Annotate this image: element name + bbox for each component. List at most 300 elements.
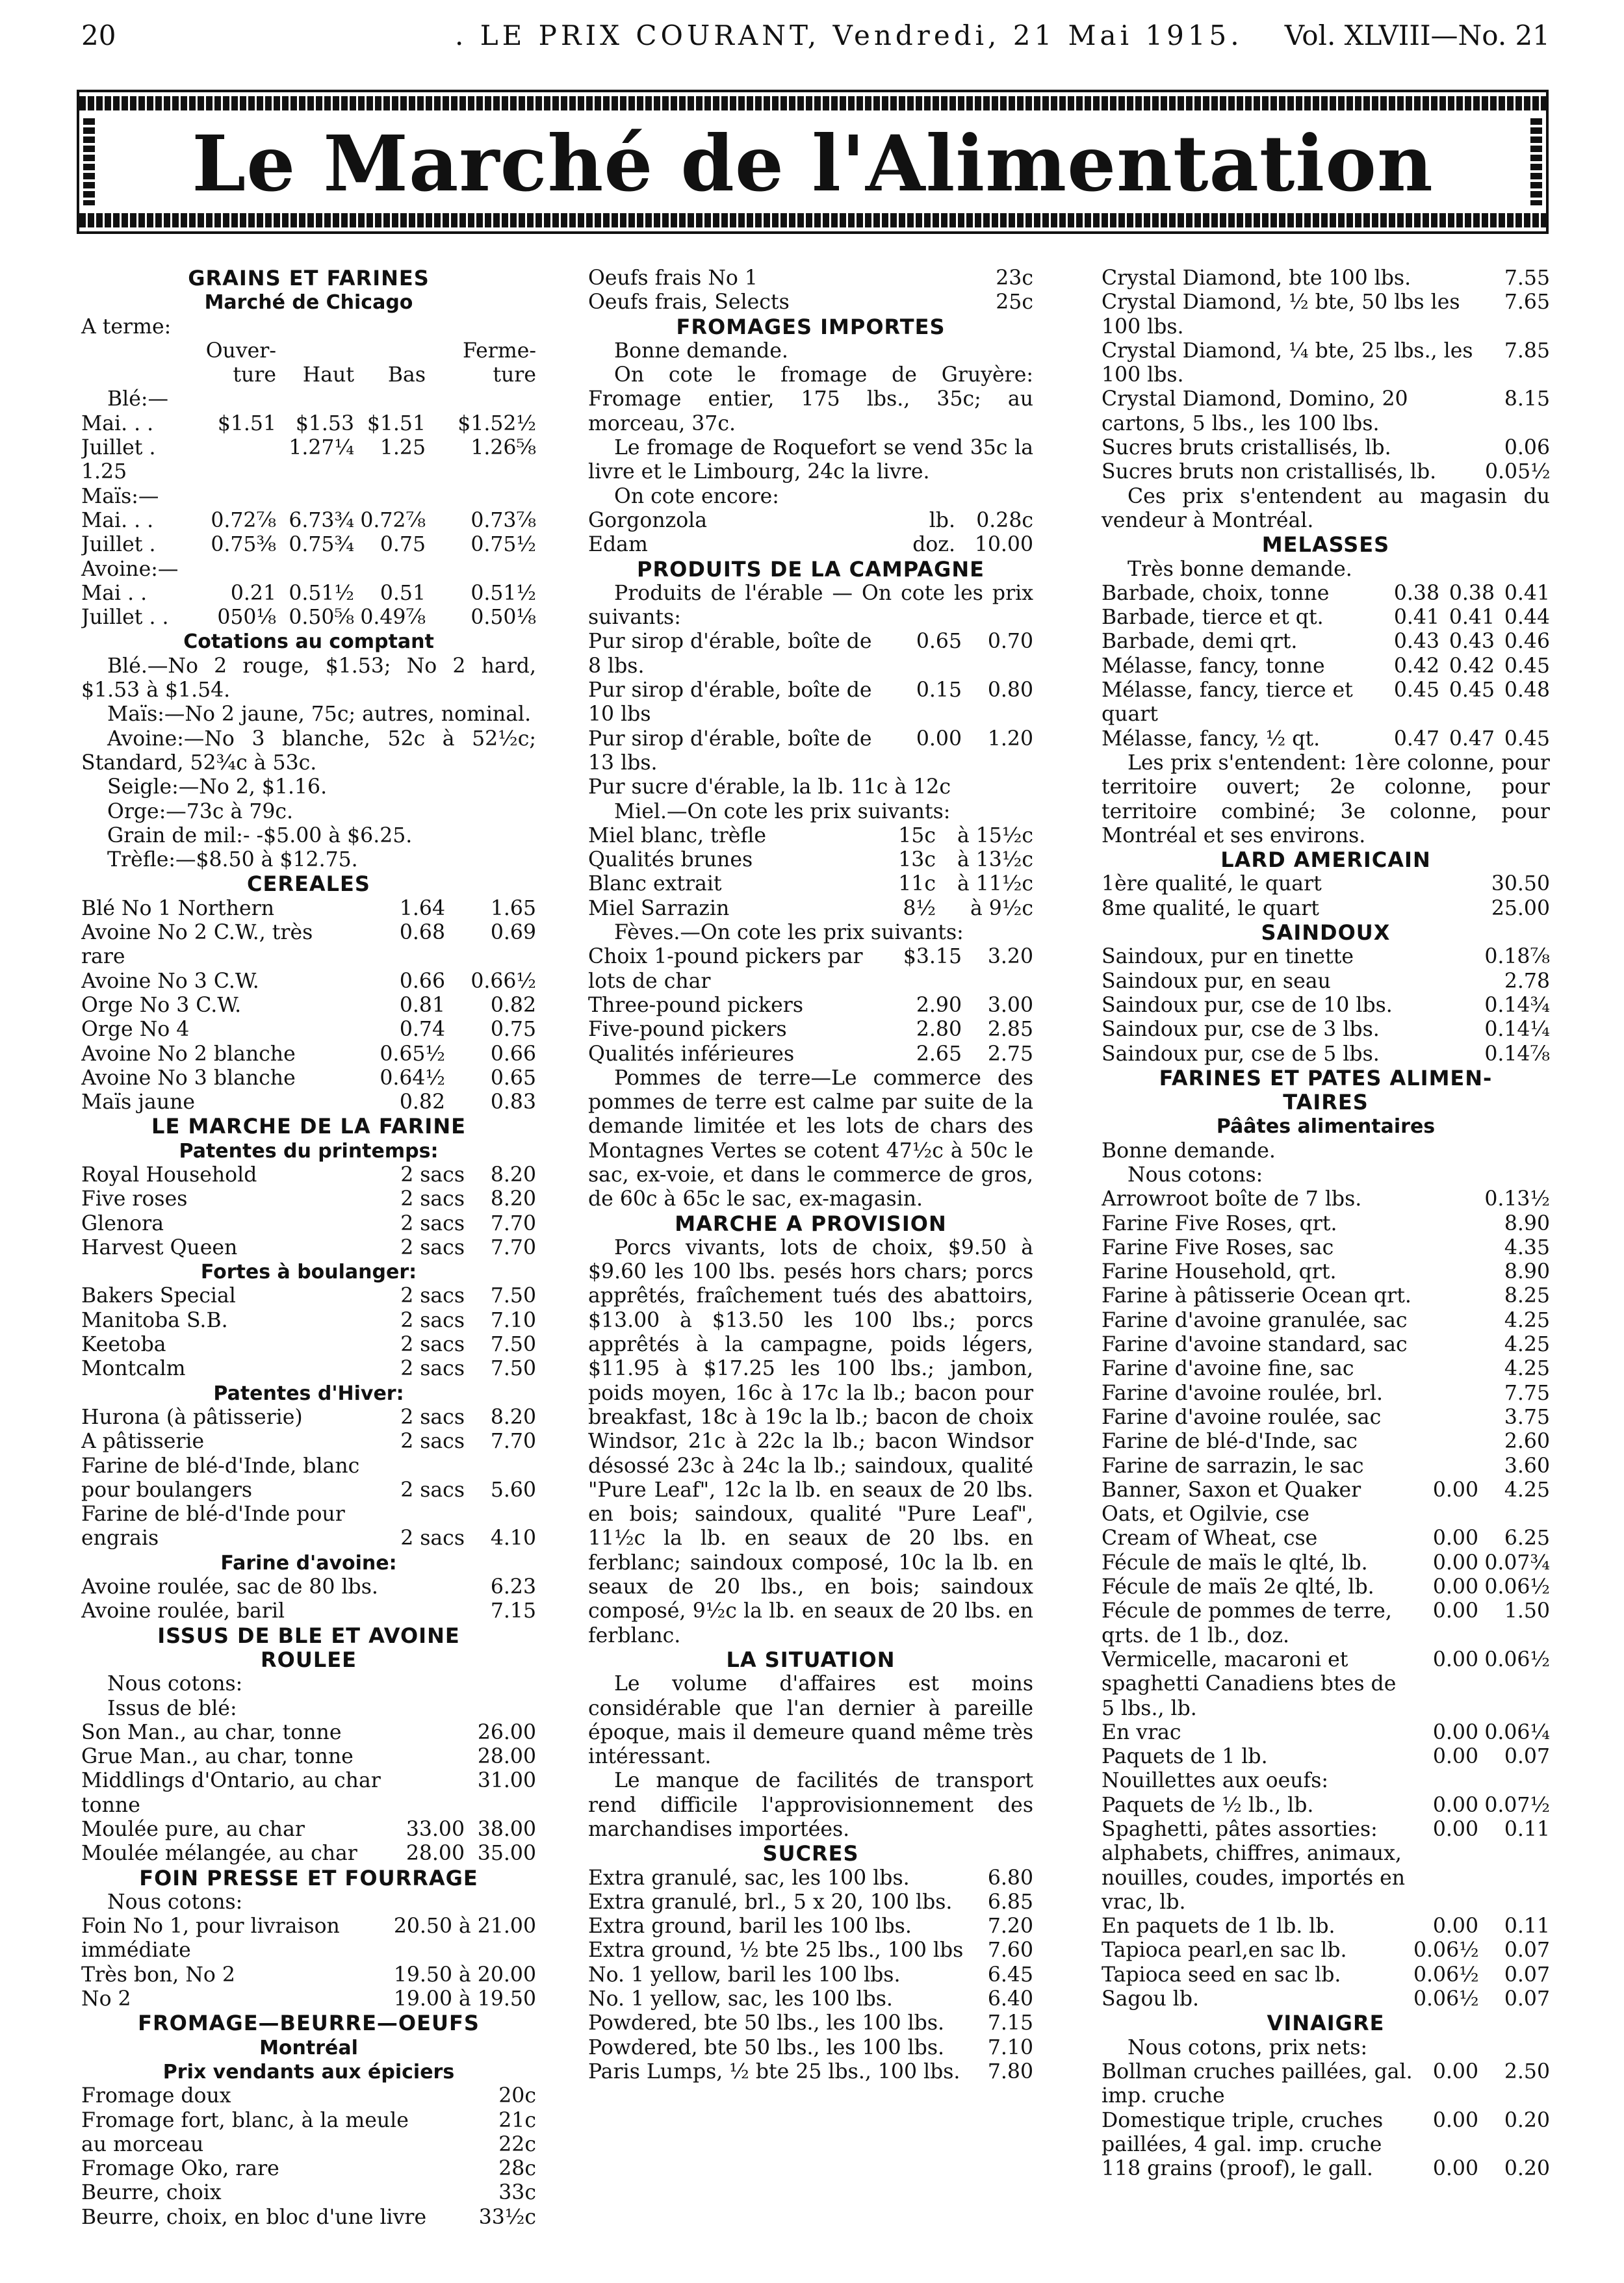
price-value: 7.10 [987, 2035, 1033, 2059]
price-value: 6.45 [987, 1963, 1033, 1987]
item-name: Blé No 1 Northern [81, 896, 274, 920]
price-value: 0.18⅞ [1484, 945, 1550, 969]
price-row [1102, 994, 1550, 1018]
item-name: Moulée mélangée, au char [81, 1842, 357, 1866]
price-value: 0.11 [1504, 1915, 1550, 1939]
price-row [81, 1963, 536, 1987]
price-row [588, 1890, 1033, 1915]
price-value: 7.70 [490, 1430, 536, 1454]
paragraph: Produits de l'érable — On cote les prix suivants: [588, 581, 1033, 630]
price-value: 4.25 [1504, 1357, 1550, 1381]
price-value: 0.75½ [470, 533, 536, 557]
price-value: 0.46 [1504, 630, 1550, 654]
price-value: 6.40 [987, 1987, 1033, 2011]
item-name: Pur sirop d'érable, boîte de 10 lbs [588, 678, 872, 727]
price-value: $1.52½ [458, 411, 536, 435]
price-value [1413, 1260, 1478, 1284]
price-value: 7.20 [987, 1915, 1033, 1939]
price-row [1102, 945, 1550, 969]
price-value: 2 sacs [400, 1235, 465, 1259]
price-value: 0.07 [1504, 1939, 1550, 1963]
price-value: 28.00 [477, 1745, 536, 1769]
item-name: Saindoux pur, cse de 10 lbs. [1102, 993, 1393, 1017]
item-name: Powdered, bte 50 lbs., les 100 lbs. [588, 2035, 945, 2059]
item-name: Avoine No 3 C.W. [81, 969, 259, 993]
item-name: Farine de sarrazin, le sac [1102, 1454, 1364, 1478]
item-name: pour boulangers [81, 1478, 253, 1502]
item-name: Choix 1-pound pickers par lots de char [588, 945, 863, 993]
item-name: Mai . . [81, 581, 148, 605]
item-name: No. 1 yellow, baril les 100 lbs. [588, 1963, 901, 1987]
text-line: Nouillettes aux oeufs: [1102, 1769, 1328, 1793]
price-row [81, 2084, 536, 2108]
price-value: 7.55 [1504, 266, 1550, 290]
item-name: Moulée pure, au char [81, 1818, 305, 1841]
price-row [81, 1721, 536, 1745]
price-value: 0.14¼ [1484, 1018, 1550, 1042]
paragraph: Les prix s'entendent: 1ère colonne, pour territoire ouvert; 2e colonne, pour territoire combiné; 3e colonne, pour Montréal et ses environs. [1102, 751, 1550, 847]
item-name: A pâtisserie [81, 1430, 205, 1454]
item-name: Juillet . 1.25 [81, 436, 156, 484]
price-row [1102, 1794, 1550, 1818]
price-value: 2 sacs [400, 1527, 465, 1551]
item-name: No. 1 yellow, sac, les 100 lbs. [588, 1987, 893, 2011]
item-name: Tapioca pearl,en sac lb. [1102, 1939, 1347, 1963]
price-row [81, 1018, 536, 1042]
price-value: 0.07½ [1484, 1793, 1550, 1817]
price-row [588, 1915, 1033, 1939]
page-header [81, 19, 1550, 58]
price-value: 0.65 [916, 630, 962, 654]
price-row [81, 1066, 536, 1090]
price-value: 28.00 [406, 1842, 465, 1866]
price-value: 7.60 [987, 1939, 1033, 1963]
item-name: Maïs jaune [81, 1090, 196, 1115]
price-value: 7.50 [490, 1357, 536, 1381]
price-value: 2.80 [916, 1018, 962, 1042]
price-row [1102, 630, 1550, 654]
text-line: Farine de blé-d'Inde pour [81, 1503, 345, 1527]
price-value: 0.47 [1449, 727, 1495, 751]
price-value: 1.20 [987, 727, 1033, 751]
price-value [393, 1769, 465, 1818]
price-value: ture [493, 363, 536, 387]
price-row [1102, 1963, 1550, 1987]
price-row [81, 533, 536, 557]
price-value [1413, 1309, 1478, 1333]
item-name: Miel blanc, trèfle [588, 823, 767, 847]
price-value: 0.20 [1504, 2108, 1550, 2132]
price-value: 2.60 [1504, 1430, 1550, 1454]
price-value: 28c [498, 2157, 536, 2181]
paragraph: Bonne demande. [614, 339, 788, 363]
item-name: Gorgonzola [588, 508, 708, 532]
price-value: 4.25 [1504, 1478, 1550, 1502]
section-heading: FOIN PRESSE ET FOURRAGE [139, 1865, 478, 1890]
price-row [1102, 678, 1550, 727]
price-value: 2 sacs [400, 1478, 465, 1502]
paragraph: On cote le fromage de Gruyère: Fromage entier, 175 lbs., 35c; au morceau, 37c. [588, 363, 1033, 435]
price-value: 0.41 [1504, 581, 1550, 605]
price-row [1102, 1260, 1550, 1284]
item-name: au morceau [81, 2132, 204, 2156]
price-value: 0.45 [1504, 654, 1550, 678]
subheading: Patentes du printemps: [179, 1139, 439, 1163]
item-name: En paquets de 1 lb. lb. [1102, 1915, 1335, 1939]
price-value: $1.51 [367, 411, 426, 435]
price-value: 0.65 [490, 1066, 536, 1090]
subheading: Montréal [259, 2036, 358, 2059]
price-value: 4.25 [1504, 1333, 1550, 1357]
price-row [1102, 1212, 1550, 1236]
paragraph: On cote encore: [614, 484, 779, 508]
item-name: Extra granulé, brl., 5 x 20, 100 lbs. [588, 1890, 953, 1914]
price-value: 6.23 [490, 1575, 536, 1599]
price-row [588, 290, 1033, 315]
price-row [81, 1430, 536, 1454]
price-row [1102, 290, 1550, 339]
item-name: Arrowroot boîte de 7 lbs. [1102, 1187, 1362, 1211]
price-row [1102, 1406, 1550, 1430]
price-row [588, 2060, 1033, 2084]
price-row [81, 2133, 536, 2157]
item-name: Manitoba S.B. [81, 1308, 228, 1332]
section-heading: FARINES ET PATES ALIMEN- [1159, 1065, 1493, 1090]
price-value: 5.60 [490, 1478, 536, 1502]
price-value: 0.00 [1432, 1915, 1478, 1939]
price-value [354, 339, 426, 363]
paragraph: Le manque de facilités de transport rend difficile l'approvisionnement des marchandises importées. [588, 1769, 1033, 1841]
paragraph: Miel.—On cote les prix suivants: [614, 799, 951, 823]
price-value: 1.27¼ [289, 436, 354, 460]
item-name: Extra ground, ½ bte 25 lbs., 100 lbs [588, 1939, 964, 1963]
price-value: 0.15 [916, 678, 962, 703]
price-value: 0.45 [1393, 678, 1439, 703]
price-row [81, 1769, 536, 1818]
item-name: Farine d'avoine standard, sac [1102, 1333, 1408, 1357]
price-row [1102, 1236, 1550, 1260]
text-line: Issus de blé: [107, 1696, 237, 1720]
price-value: 33½c [478, 2205, 536, 2229]
price-value: 0.20 [1504, 2157, 1550, 2181]
item-name: Pur sirop d'érable, boîte de 13 lbs. [588, 727, 872, 775]
price-value: 3.20 [987, 945, 1033, 969]
section-heading: TAIRES [1283, 1090, 1369, 1115]
price-row [1102, 1309, 1550, 1333]
price-value: 0.45 [1504, 727, 1550, 751]
item-name: Mélasse, fancy, ½ qt. [1102, 727, 1321, 751]
price-value: doz. [912, 533, 955, 557]
price-value: 0.75 [490, 1018, 536, 1042]
item-name: Avoine roulée, baril [81, 1599, 285, 1623]
price-value: à 15½c [957, 823, 1033, 847]
price-value: 2 sacs [400, 1357, 465, 1381]
price-row [1102, 387, 1550, 436]
paragraph: Pommes de terre—Le commerce des pommes de terre est calme par suite de la demande limitée et les lots de chars des Montagnes Vertes se cotent 47½c à 50c le sac, ex-voie, et dans le commerce de gros, de 60c à 65c le sac, ex-magasin. [588, 1066, 1033, 1211]
item-name: Montcalm [81, 1357, 186, 1381]
text-line: Bonne demande. [1102, 1139, 1276, 1163]
price-row [588, 266, 1033, 290]
price-value: 0.06½ [1484, 1647, 1550, 1671]
item-name: Five roses [81, 1187, 188, 1211]
price-row [81, 1478, 536, 1503]
price-row [1102, 1018, 1550, 1042]
item-name: Mai. . . [81, 411, 154, 435]
price-value: 0.45 [1449, 678, 1495, 703]
price-value: 0.73⅞ [470, 508, 536, 532]
price-value: 0.74 [399, 1018, 445, 1042]
price-value: 8.90 [1504, 1211, 1550, 1235]
item-name: Fécule de maïs le qlté, lb. [1102, 1551, 1368, 1575]
section-heading: VINAIGRE [1267, 2011, 1385, 2036]
price-row [81, 412, 536, 436]
item-name: Beurre, choix, en bloc d'une livre [81, 2205, 427, 2229]
subheading: Pââtes alimentaires [1216, 1115, 1436, 1139]
price-value: 6.73¾ [289, 508, 354, 532]
price-value: 0.83 [490, 1090, 536, 1115]
price-row [81, 509, 536, 533]
item-name: Saindoux pur, cse de 3 lbs. [1102, 1018, 1380, 1042]
ornament-border-bottom [79, 213, 1546, 227]
price-value: 8.20 [490, 1163, 536, 1187]
price-value: 0.00 [1432, 1478, 1478, 1502]
price-value: 7.70 [490, 1235, 536, 1259]
price-row [81, 582, 536, 606]
text-line: Orge:—73c à 79c. [107, 799, 294, 823]
price-value: 0.50⅛ [470, 606, 536, 630]
price-value: 7.15 [490, 1599, 536, 1623]
price-row [1102, 1478, 1550, 1527]
item-name: Crystal Diamond, bte 100 lbs. [1102, 266, 1411, 290]
price-value: à 13½c [957, 848, 1033, 872]
price-value [393, 1745, 465, 1769]
item-name [81, 339, 185, 363]
price-row [81, 1163, 536, 1187]
price-value: 7.70 [490, 1211, 536, 1235]
price-row [81, 363, 536, 387]
item-name: Farine Household, qrt. [1102, 1260, 1337, 1284]
price-value: 0.00 [1432, 1551, 1478, 1575]
price-value: 3.60 [1504, 1454, 1550, 1478]
price-value: 0.75¾ [289, 533, 354, 557]
price-value: 13c [898, 848, 936, 872]
item-name: engrais [81, 1527, 159, 1551]
item-name: Cream of Wheat, cse [1102, 1527, 1318, 1551]
price-value: 0.00 [1432, 2108, 1478, 2132]
price-row [1102, 1333, 1550, 1357]
price-row [1102, 2157, 1550, 2181]
item-name: Three-pound pickers [588, 993, 803, 1017]
price-row [81, 1212, 536, 1236]
price-value: 0.65½ [380, 1042, 445, 1066]
price-value: lb. [929, 508, 955, 532]
price-row [81, 1527, 536, 1551]
price-value: 4.10 [490, 1527, 536, 1551]
price-row [588, 1939, 1033, 1963]
paragraph: Ces prix s'entendent au magasin du vendeur à Montréal. [1102, 484, 1550, 532]
price-value: 0.41 [1393, 606, 1439, 630]
price-value: 6.25 [1504, 1527, 1550, 1551]
item-name: Avoine No 2 C.W., très rare [81, 921, 313, 969]
item-name: 1ère qualité, le quart [1102, 872, 1322, 896]
journal-title: . LE PRIX COURANT, Vendredi, 21 Mai 1915. [455, 19, 1243, 51]
price-row [81, 1745, 536, 1769]
price-row [1102, 606, 1550, 630]
price-value: 0.69 [490, 921, 536, 945]
price-value: 25c [996, 290, 1033, 315]
price-value: 0.41 [1449, 606, 1495, 630]
price-value: Bas [387, 363, 426, 387]
price-row [81, 1818, 536, 1842]
item-name: Farine d'avoine fine, sac [1102, 1357, 1354, 1381]
price-row [81, 2181, 536, 2205]
paragraph: Blé.—No 2 rouge, $1.53; No 2 hard, $1.53 à $1.54. [81, 654, 536, 703]
item-name: Saindoux pur, en seau [1102, 969, 1331, 993]
price-value: ture [233, 363, 276, 387]
price-value: 8.20 [490, 1187, 536, 1211]
price-row [1102, 1042, 1550, 1066]
price-row [1102, 1599, 1550, 1648]
item-name: Farine Five Roses, sac [1102, 1235, 1334, 1259]
price-row [588, 1987, 1033, 2011]
price-value: 8.25 [1504, 1284, 1550, 1308]
price-value: 0.00 [1432, 1745, 1478, 1769]
price-row [588, 897, 1033, 921]
paragraph: Fèves.—On cote les prix suivants: [614, 921, 964, 945]
price-row [81, 1042, 536, 1066]
price-row [81, 1987, 536, 2011]
text-line: Maïs:— [81, 484, 159, 508]
item-name: Mai. . . [81, 508, 154, 532]
column-2 [588, 266, 1033, 2084]
price-value: 0.00 [916, 727, 962, 751]
price-value: Haut [302, 363, 354, 387]
item-name: Qualités inférieures [588, 1042, 795, 1066]
price-value: 6.85 [987, 1890, 1033, 1914]
price-value: 7.75 [1504, 1381, 1550, 1405]
item-name: Five-pound pickers [588, 1018, 787, 1042]
price-value: 8.20 [490, 1405, 536, 1429]
text-line: Farine de blé-d'Inde, blanc [81, 1454, 360, 1478]
text-line: Nous cotons: [1128, 1163, 1263, 1187]
price-row [81, 2206, 536, 2230]
price-value: 0.06 [1504, 436, 1550, 460]
item-name: Paquets de 1 lb. [1102, 1745, 1268, 1769]
item-name: Beurre, choix [81, 2181, 222, 2205]
price-row [81, 1575, 536, 1599]
section-heading: FROMAGES IMPORTES [676, 314, 946, 339]
price-value: 0.64½ [380, 1066, 445, 1090]
item-name: Paris Lumps, ½ bte 25 lbs., 100 lbs. [588, 2059, 960, 2083]
price-value: 0.00 [1432, 2157, 1478, 2181]
subheading: Fortes à boulanger: [200, 1261, 417, 1284]
price-value: 7.85 [1504, 339, 1550, 363]
price-value: 22c [498, 2132, 536, 2156]
price-row [1102, 1454, 1550, 1478]
price-row [1102, 1818, 1550, 1915]
text-line: Nous cotons: [107, 1890, 243, 1914]
price-value: 0.82 [490, 993, 536, 1017]
item-name: Edam [588, 533, 648, 557]
price-row [1102, 436, 1550, 460]
price-row [1102, 1745, 1550, 1769]
text-line: Nous cotons: [107, 1672, 243, 1696]
price-row [81, 1357, 536, 1381]
price-value: 19.50 à 20.00 [393, 1963, 536, 1987]
price-value: 0.38 [1449, 581, 1495, 605]
subheading: Prix vendants aux épiciers [162, 2060, 455, 2083]
price-value: 20.50 à 21.00 [393, 1915, 536, 1939]
price-row [1102, 339, 1550, 388]
price-row [588, 2036, 1033, 2060]
price-value: 0.00 [1432, 1818, 1478, 1841]
price-row [588, 1018, 1033, 1042]
price-value: 0.51½ [470, 581, 536, 605]
price-value: 0.21 [230, 581, 276, 605]
item-name: Farine d'avoine roulée, sac [1102, 1405, 1382, 1429]
price-value: 0.80 [987, 678, 1033, 703]
item-name: Farine Five Roses, qrt. [1102, 1211, 1337, 1235]
item-name: Fécule de maïs 2e qlté, lb. [1102, 1575, 1374, 1599]
price-value: à 11½c [957, 872, 1033, 896]
price-row [1102, 1382, 1550, 1406]
price-value: 2 sacs [400, 1405, 465, 1429]
section-heading: SUCRES [762, 1841, 859, 1866]
price-row [588, 678, 1033, 727]
section-heading: CEREALES [247, 871, 370, 897]
price-value: 2 sacs [400, 1211, 465, 1235]
price-row [81, 1406, 536, 1430]
price-value: 0.66½ [470, 969, 536, 993]
price-value: 1.65 [490, 896, 536, 920]
item-name: No 2 [81, 1987, 131, 2011]
price-value: 8.90 [1504, 1260, 1550, 1284]
price-value: 0.72⅞ [211, 508, 276, 532]
text-line: Blé:— [107, 387, 168, 411]
price-row [1102, 1721, 1550, 1745]
price-row [81, 2109, 536, 2133]
item-name: Glenora [81, 1211, 164, 1235]
item-name: Fromage doux [81, 2084, 231, 2108]
price-row [588, 945, 1033, 994]
item-name: Foin No 1, pour livraison immédiate [81, 1915, 340, 1963]
price-row [1102, 582, 1550, 606]
paragraph: Maïs:—No 2 jaune, 75c; autres, nominal. [107, 703, 532, 727]
item-name: Orge No 4 [81, 1018, 190, 1042]
price-value: 0.72⅞ [360, 508, 426, 532]
price-value: à 9½c [970, 896, 1033, 920]
price-value: 2.75 [987, 1042, 1033, 1066]
price-value: 2 sacs [400, 1430, 465, 1454]
price-value: 8½ [903, 896, 936, 920]
price-row [1102, 1527, 1550, 1551]
price-value: 20c [498, 2084, 536, 2108]
price-row [81, 1090, 536, 1115]
price-value: 0.66 [490, 1042, 536, 1066]
subheading: Marché de Chicago [204, 291, 413, 315]
price-value: 0.14¾ [1484, 993, 1550, 1017]
item-name: Mélasse, fancy, tierce et quart [1102, 678, 1353, 727]
item-name: Fromage fort, blanc, à la meule [81, 2108, 409, 2132]
item-name: Crystal Diamond, ¼ bte, 25 lbs., les 100 lbs. [1102, 339, 1473, 387]
text-line: A terme: [81, 315, 172, 339]
price-row [81, 436, 536, 485]
price-value: 2 sacs [400, 1308, 465, 1332]
volume-number: Vol. XLVIII—No. 21 [1284, 19, 1550, 51]
price-value: 33.00 [406, 1818, 465, 1841]
section-heading: MARCHE A PROVISION [675, 1211, 947, 1236]
price-value: 0.00 [1432, 1527, 1478, 1551]
